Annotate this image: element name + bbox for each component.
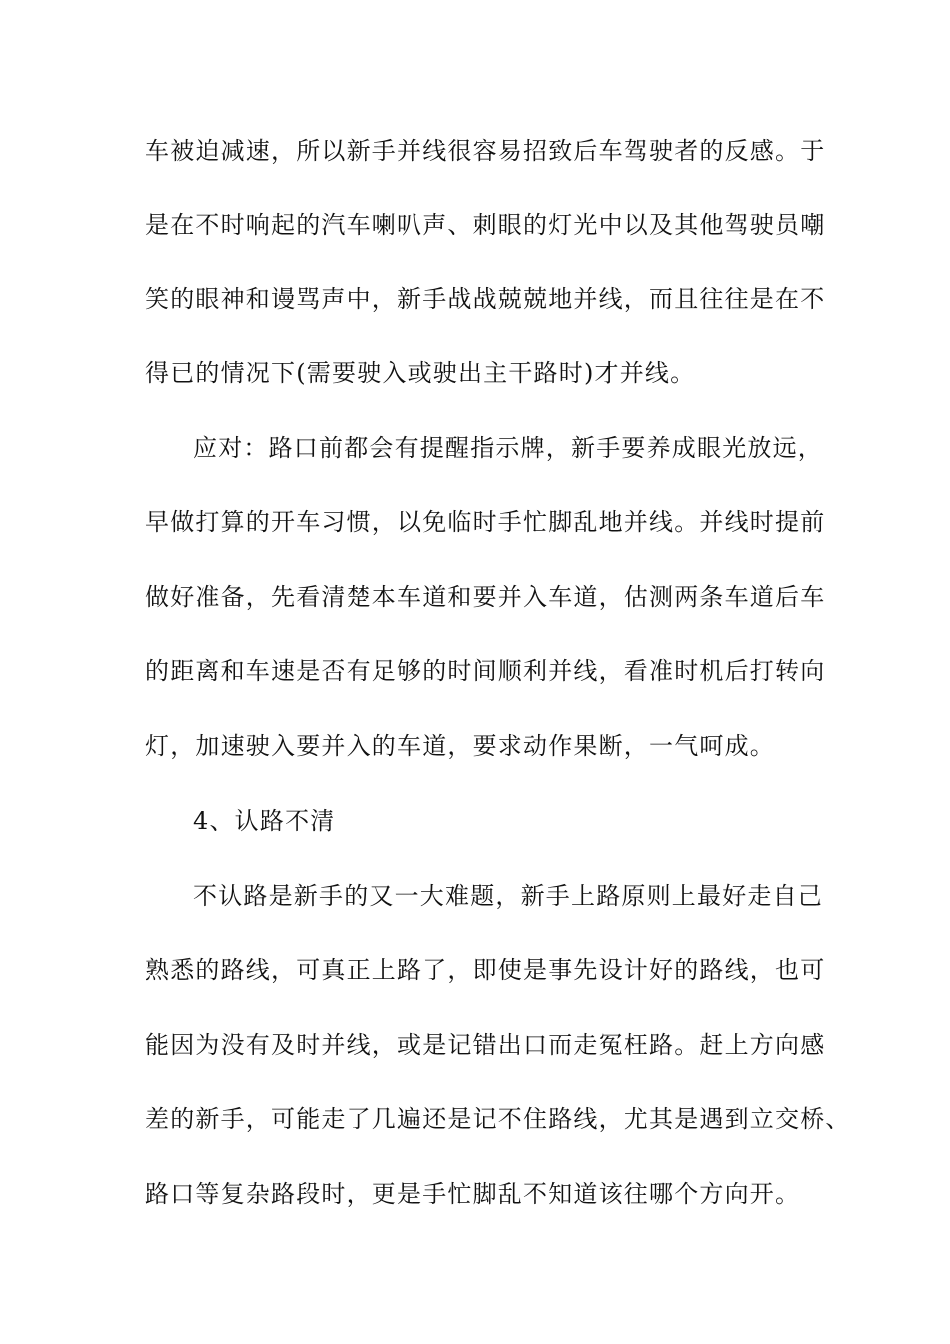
paragraph-3-line-4: 差的新手，可能走了几遍还是记不住路线，尤其是遇到立交桥、: [145, 1105, 851, 1133]
paragraph-1-line-2: 是在不时响起的汽车喇叭声、刺眼的灯光中以及其他驾驶员嘲: [145, 211, 826, 239]
section-heading: 4、认路不清: [193, 807, 336, 835]
paragraph-2-line-4: 的距离和车速是否有足够的时间顺利并线，看准时机后打转向: [145, 657, 826, 685]
paragraph-1-line-4: 得已的情况下(需要驶入或驶出主干路时)才并线。: [145, 359, 696, 387]
paragraph-2-line-1: 应对：路口前都会有提醒指示牌，新手要养成眼光放远，: [193, 434, 823, 462]
paragraph-3-line-3: 能因为没有及时并线，或是记错出口而走冤枉路。赶上方向感: [145, 1031, 826, 1059]
paragraph-2-line-3: 做好准备，先看清楚本车道和要并入车道，估测两条车道后车: [145, 583, 826, 611]
paragraph-3-line-1: 不认路是新手的又一大难题，新手上路原则上最好走自己: [193, 882, 823, 910]
paragraph-2-line-5: 灯，加速驶入要并入的车道，要求动作果断，一气呵成。: [145, 732, 775, 760]
paragraph-2-line-2: 早做打算的开车习惯，以免临时手忙脚乱地并线。并线时提前: [145, 508, 826, 536]
paragraph-1-line-1: 车被迫减速，所以新手并线很容易招致后车驾驶者的反感。于: [145, 137, 826, 165]
paragraph-1-line-3: 笑的眼神和谩骂声中，新手战战兢兢地并线，而且往往是在不: [145, 285, 826, 313]
paragraph-3-line-2: 熟悉的路线，可真正上路了，即使是事先设计好的路线，也可: [145, 956, 826, 984]
paragraph-3-line-5: 路口等复杂路段时，更是手忙脚乱不知道该往哪个方向开。: [145, 1180, 801, 1208]
